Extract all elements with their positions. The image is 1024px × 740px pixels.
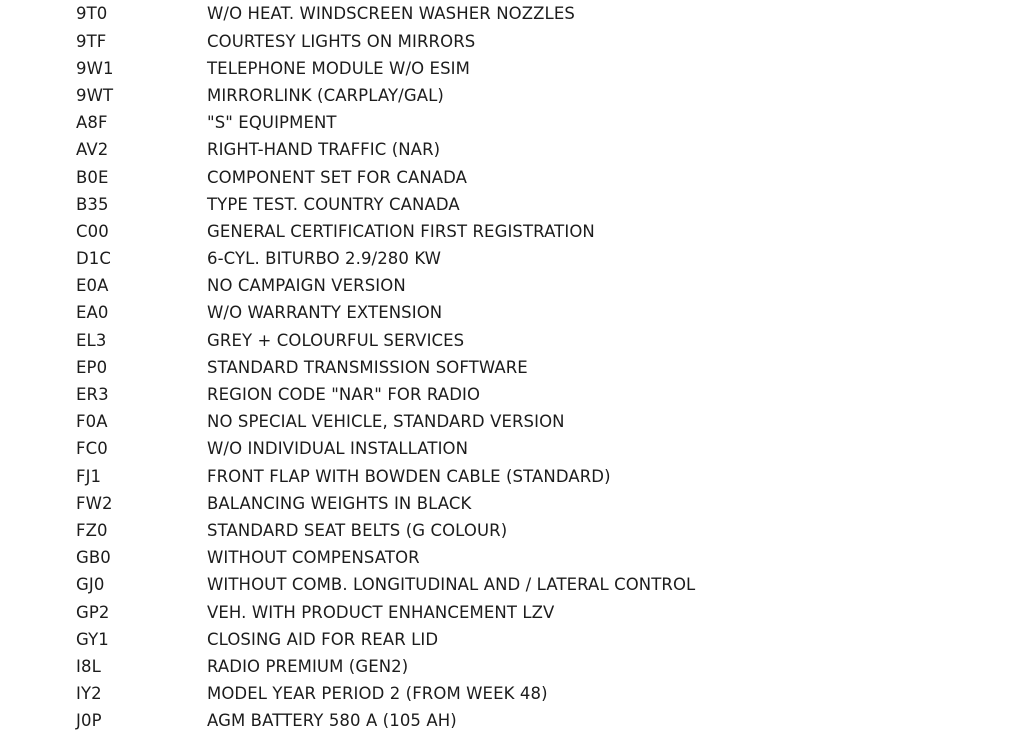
option-description: RADIO PREMIUM (GEN2) (207, 656, 409, 676)
option-code: GB0 (76, 548, 111, 568)
option-row (0, 626, 1024, 653)
option-row (0, 55, 1024, 82)
option-row (0, 218, 1024, 245)
option-description: NO SPECIAL VEHICLE, STANDARD VERSION (207, 412, 565, 432)
option-code: EL3 (76, 330, 107, 350)
option-description: "S" EQUIPMENT (207, 113, 337, 133)
option-row (0, 354, 1024, 381)
option-code: EA0 (76, 303, 109, 323)
option-description: CLOSING AID FOR REAR LID (207, 629, 439, 649)
option-row (0, 381, 1024, 408)
option-description: 6-CYL. BITURBO 2.9/280 KW (207, 249, 442, 269)
option-row (0, 109, 1024, 136)
option-row (0, 136, 1024, 163)
option-description: COURTESY LIGHTS ON MIRRORS (207, 31, 476, 51)
option-code: D1C (76, 249, 112, 269)
option-description: GENERAL CERTIFICATION FIRST REGISTRATION (207, 221, 595, 241)
option-code: E0A (76, 276, 109, 296)
option-row (0, 544, 1024, 571)
option-code: AV2 (76, 140, 109, 160)
option-code: J0P (76, 711, 102, 731)
option-code: EP0 (76, 357, 108, 377)
option-code: GY1 (76, 629, 109, 649)
option-row (0, 680, 1024, 707)
option-code: FC0 (76, 439, 108, 459)
option-row (0, 599, 1024, 626)
option-row (0, 327, 1024, 354)
option-description: VEH. WITH PRODUCT ENHANCEMENT LZV (207, 602, 555, 622)
option-description: W/O INDIVIDUAL INSTALLATION (207, 439, 469, 459)
option-row (0, 707, 1024, 734)
option-description: GREY + COLOURFUL SERVICES (207, 330, 465, 350)
option-code: IY2 (76, 684, 102, 704)
option-code: 9W1 (76, 58, 114, 78)
option-description: WITHOUT COMPENSATOR (207, 548, 420, 568)
option-row (0, 490, 1024, 517)
option-row (0, 82, 1024, 109)
option-code: FW2 (76, 493, 113, 513)
option-row (0, 653, 1024, 680)
option-code: 9T0 (76, 4, 108, 24)
option-row (0, 408, 1024, 435)
option-code: FJ1 (76, 466, 102, 486)
option-row (0, 571, 1024, 598)
option-code: B35 (76, 194, 109, 214)
option-row (0, 164, 1024, 191)
option-row (0, 517, 1024, 544)
option-description: RIGHT-HAND TRAFFIC (NAR) (207, 140, 441, 160)
option-description: REGION CODE "NAR" FOR RADIO (207, 385, 481, 405)
option-code: A8F (76, 113, 108, 133)
option-description: FRONT FLAP WITH BOWDEN CABLE (STANDARD) (207, 466, 611, 486)
option-code: ER3 (76, 385, 109, 405)
option-description: MIRRORLINK (CARPLAY/GAL) (207, 85, 444, 105)
option-code: 9WT (76, 85, 114, 105)
option-code: 9TF (76, 31, 107, 51)
option-description: STANDARD TRANSMISSION SOFTWARE (207, 357, 528, 377)
option-description: NO CAMPAIGN VERSION (207, 276, 406, 296)
option-code: C00 (76, 221, 109, 241)
option-row (0, 463, 1024, 490)
option-description: COMPONENT SET FOR CANADA (207, 167, 468, 187)
option-description: WITHOUT COMB. LONGITUDINAL AND / LATERAL CONTROL (207, 575, 696, 595)
option-row (0, 191, 1024, 218)
option-description: W/O WARRANTY EXTENSION (207, 303, 443, 323)
option-description: MODEL YEAR PERIOD 2 (FROM WEEK 48) (207, 684, 548, 704)
option-row (0, 28, 1024, 55)
option-code: GJ0 (76, 575, 105, 595)
option-description: TYPE TEST. COUNTRY CANADA (207, 194, 460, 214)
option-code: GP2 (76, 602, 110, 622)
option-row (0, 435, 1024, 462)
option-row (0, 299, 1024, 326)
option-code: F0A (76, 412, 108, 432)
option-description: AGM BATTERY 580 A (105 AH) (207, 711, 457, 731)
option-row (0, 0, 1024, 27)
option-description: W/O HEAT. WINDSCREEN WASHER NOZZLES (207, 4, 575, 24)
option-code: I8L (76, 656, 101, 676)
option-code: FZ0 (76, 520, 108, 540)
option-description: STANDARD SEAT BELTS (G COLOUR) (207, 520, 508, 540)
option-row (0, 272, 1024, 299)
option-description: BALANCING WEIGHTS IN BLACK (207, 493, 472, 513)
option-code: B0E (76, 167, 109, 187)
option-row (0, 245, 1024, 272)
option-description: TELEPHONE MODULE W/O ESIM (207, 58, 470, 78)
